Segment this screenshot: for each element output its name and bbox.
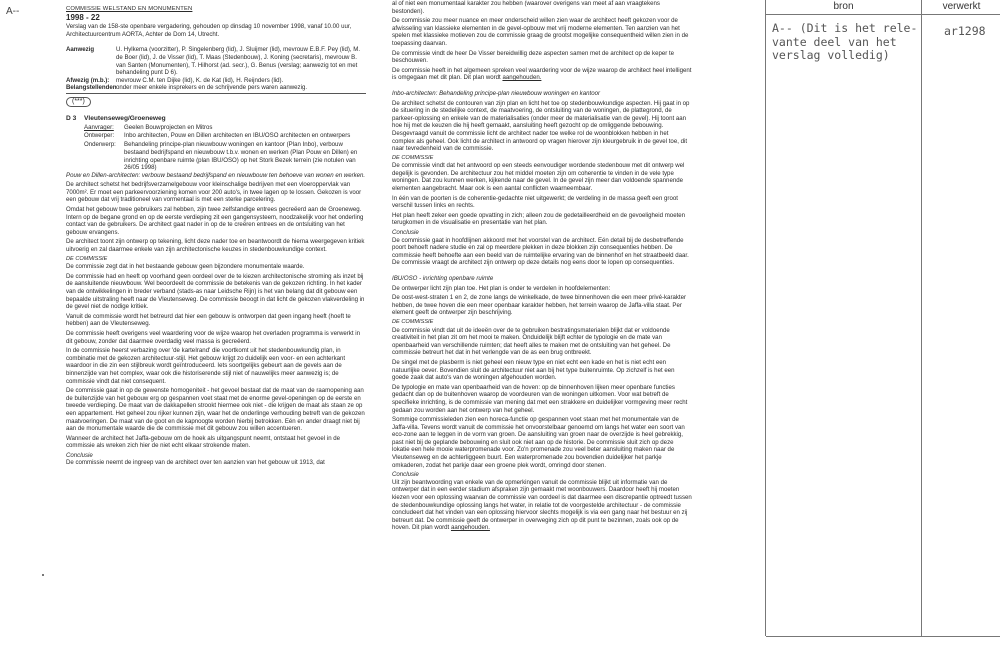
item-title: Vleutenseweg/Groeneweg xyxy=(84,114,166,122)
afwezig-row xyxy=(66,77,366,85)
aanwezig-text: U. Hylkema (voorzitter), P. Singelenberg (lid), J. Sluijmer (lid), mevrouw E.B.F. Pey (lid), M. de Boer (lid), J. de Visser (lid), T. Maas (Stedenbouw), J. Koning (secretaris), mevrouw B. van Santen (Monumenten), T. Hilhorst (ad. secr.), G. Benus (verslag; aanwezig tot en met behandeling punt D 6). xyxy=(116,46,361,77)
onderwerp-row xyxy=(84,141,366,171)
afwezig-text: mevrouw C.M. ten Dijke (lid), K. de Kat (lid), H. Reijnders (lid). xyxy=(116,76,284,84)
item-heading xyxy=(66,115,366,123)
section-label: Conclusie xyxy=(392,471,419,479)
aanvrager-label: Aanvrager: xyxy=(84,124,114,132)
paragraph: De commissie gaat in op de gewenste homogeniteit - het gevoel bestaat dat de maat van de raamopening aan de buitenzijde van het gebouw erg op gespannen voet staat met de enorme gevel-openingen op de eerste en tweede verdieping. De maat van de dakkapellen strookt hiermee ook niet - die krijgen de maat als staan ze op een appartement. Het geheel zou rijker kunnen zijn, waar het de onderlinge verhouding betreft van de gekozen maatvoeringen. De maat van de goot en de kapnoogte worden hierbij betrokken. Eén en ander draagt niet bij aan de monumentale waarde die de commissie met dit gebouw zou willen accentueren. xyxy=(66,387,365,433)
right-column xyxy=(392,0,692,534)
paragraph-text: Uit zijn beantwoording van enkele van de opmerkingen vanuit de commissie blijkt uit informatie van de ontwerper dat in een eerder stadium afspraken zijn gemaakt met woonbouwers. Daardoor heeft hij moeten kiezen voor een oplossing waarvan de commissie van oordeel is dat daarmee een discrepantie optreedt tussen de stedenbouwkundige oplossing langs het water, in relatie tot de voorgestelde architectuur - de commissie concludeert dat het vinden van een oplossing hiervoor slechts mogelijk is via een gang naar het bestuur en zij betreurt dat. De commissie geeft de ontwerper in overweging zich op dit punt te bezinnen, zoals ook op de hoven. Dit plan wordt xyxy=(392,478,692,532)
aanwezig-label: Aanwezig xyxy=(66,46,95,54)
paragraph: Het plan heeft zeker een goede opvatting in zich; alleen zou de gedetailleerdheid en de gevoeligheid moeten terugkomen in de visualisatie en presentatie van het plan. xyxy=(392,211,686,227)
column-header-bron: bron xyxy=(766,0,922,15)
ontwerper-row xyxy=(84,132,366,140)
paragraph: Omdat het gebouw twee gebruikers zal hebben, zijn twee zelfstandige entrees gecreëerd aan de Groeneweg. Intern op de begane grond en op de eerste verdieping zit een gangensysteem, noodzakelijk voor het onderling contact van de gebruikers. De architect gaat nader in op de te creëren entrees en de ontsluiting van het gebouw ervangens. xyxy=(66,206,364,236)
section-label: Conclusie xyxy=(66,451,93,459)
bron-cell xyxy=(772,22,920,63)
paragraph: De architect toont zijn ontwerp op tekening, licht deze nader toe en beantwoordt de hierna weergegeven kritiek uitvoerig en zal daarmee enkele van zijn architectonische keuzes in stedenbouwkundige context. xyxy=(66,238,365,254)
paragraph: De architect schetst het bedrijfsverzamelgebouw voor kleinschalige bedrijven met een vloeroppervlak van 7000m². Er moet een parkeervoorziening komen voor 200 auto's, in twee lagen op te lossen. Gekozen is voor een gebouw dat vrij traditioneel van vormentaal is met een sterke parcelering. xyxy=(66,181,362,204)
paragraph: De commissie zegt dat in het bestaande gebouw geen bijzondere monumentale waarde. xyxy=(66,263,305,271)
decision-text: aangehouden. xyxy=(450,524,490,532)
paragraph: In één van de poorten is de coherentie-gedachte niet uitgewerkt; de verdeling in de massa geeft een groot verschil tussen links en rechts. xyxy=(392,194,678,210)
paragraph: Sommige commissieleden zien een horeca-functie op gespannen voet staan met het monumentale van de Jaffa-villa. Tevens wordt vanuit de commissie het onvoorstelbaar genoemd om langs het water een soort van eco-zone aan te leggen in de vorm van groen. De aansluiting van groen naar de overzijde is heel gebrekkig, past niet bij de geplande bebouwing en sluit ook niet aan op de historie. De commissie sluit zich op deze lokatie een hele mooie waterpromenade voor. Zo'n promenade zou veel beter aansluiting maken naar de Vleutenseweg en de achterliggeen buurt. Een waterpromenade zou bovendien duidelijker het parkje omkaderen, zodat het parkje daar een groene plek wordt, omringd door stenen. xyxy=(392,416,685,469)
paragraph: De commissie neemt de ingreep van de architect over ten aanzien van het gebouw uit 1913, dat xyxy=(66,459,325,467)
section-label: DE COMMISSIE xyxy=(66,255,108,262)
item-meta xyxy=(66,124,366,172)
aanwezig-row xyxy=(66,46,366,76)
subsection-inbo: Inbo-architecten: Behandeling principe-plan nieuwbouw woningen en kantoor xyxy=(392,89,601,97)
paragraph-text: De commissie heeft in het algemeen spreken veel waardering voor de wijze waarop de architect heel intelligent is omgegaan met dit plan. Dit plan wordt xyxy=(392,66,692,82)
onderwerp-label: Onderwerp: xyxy=(84,141,116,149)
onderwerp-text: Behandeling principe-plan nieuwbouw woningen en kantoor (Plan Inbo), verbouw bestaand bedrijfspand en nieuwbouw t.b.v. wonen en werken (Plan Pouw en Dillen) en inrichting openbare ruimte (plan IBU/OSO) op het Stork Bezek terrein (zie notulen van 26/05 1998) xyxy=(124,141,358,172)
divider xyxy=(66,93,366,94)
belang-text: onder meer enkele insprekers en de schrijvende pers waren aanwezig. xyxy=(116,84,308,92)
paragraph: De commissie vindt dat uit de ideeën over de te gebruiken bestratingsmaterialen blijkt dat er voldoende creativiteit in het plan zit om het mooi te maken. Onduidelijk blijft echter de typologie en de mate van openbaarheid van verschillende ruimten; dat heeft alles te maken met de ontsluiting van het geheel. De commissie betreurt het dat in het verlengde van de as een brug ontbreekt. xyxy=(392,326,671,357)
subsection-pouw-dillen: Pouw en Dillen-architecten: verbouw bestaand bedrijfspand en nieuwbouw ten behoeve van wonen en werken. xyxy=(66,171,366,179)
section-label: Conclusie xyxy=(392,229,419,237)
paragraph: De commissie zou meer nuance en meer onderscheid willen zien waar de architect heeft gekozen voor de afwisseling van klassieke elementen in de gevel-opbouw met vrij moderne elementen. Ten aanzien van het spelen met klassieke motieven zou de commissie graag de grootst mogelijke consequentheid willen zien in de toepassing daarvan. xyxy=(392,17,689,47)
belang-label: Belangstellenden xyxy=(66,84,117,92)
source-table xyxy=(765,0,1000,636)
ontwerper-label: Ontwerper: xyxy=(84,131,115,139)
afwezig-label: Afwezig (m.b.): xyxy=(66,76,110,84)
paragraph: De typologie en mate van openbaarheid van de hoven: op de binnenhoven lijken meer openbare functies gedacht dan op de buitenhoven waarop de voordeuren van de woningen uitkomen. Voor wat betreft de specifieke inrichting, is de commissie van mening dat met een strakkere en duidelijker vormgeving meer recht gedaan zou worden aan het ontwerp van het geheel. xyxy=(392,383,688,414)
paragraph xyxy=(392,67,692,82)
paragraph: De commissie vindt de heer De Visser bereidwillig deze aspecten samen met de architect op de keper te beschouwen. xyxy=(392,49,675,65)
document-header: COMMISSIE WELSTAND EN MONUMENTEN xyxy=(66,6,193,12)
omission-mark: (***) xyxy=(66,97,91,107)
column-header-verwerkt: verwerkt xyxy=(922,0,1000,15)
paragraph: De oost-west-straten 1 en 2, de zone langs de winkelkade, de twee binnenhoven die een meer privé-karakter hebben, de twee hoven die een meer openbaar karakter hebben, het terrein waarop de Jaffa-villa staat. Per element geeft de ontwerper zijn beschrijving. xyxy=(392,294,687,317)
paragraph: al of niet een monumentaal karakter zou hebben (waarover overigens van meet af aan vraagtekens bestonden). xyxy=(392,0,660,15)
paragraph: De commissie gaat in hoofdlijnen akkoord met het voorstel van de architect. Eén detail bij de desbetreffende poort behoeft nadere studie en zal op meerdere plekken in deze blokken zijn consequenties hebben. De commissie heeft behoefte aan een beeld van de ruimtelijke ervaring van de binnenhof en het straatbeeld daar. De commissie vraagt de architect zijn ontwerp op deze details nog eens door te lopen op consequenties. xyxy=(392,236,689,267)
table-bottom-border xyxy=(766,636,1000,637)
aanvrager-row xyxy=(84,124,366,132)
paragraph xyxy=(392,479,692,532)
column-divider xyxy=(921,14,922,636)
aanvrager-text: Geelen Bouwprojecten en Mitros xyxy=(124,124,213,132)
subsection-ibu-oso: IBU/OSO - inrichting openbare ruimte xyxy=(392,275,494,282)
left-column xyxy=(66,6,366,469)
verwerkt-cell: ar1298 xyxy=(944,24,986,38)
ontwerper-text: Inbo architecten, Pouw en Dillen architecten en IBU/OSO architecten en ontwerpers xyxy=(124,131,351,139)
decision-text: aangehouden. xyxy=(502,74,542,82)
paragraph: De commissie vindt dat het antwoord op een steeds eenvoudiger wordende stedenbouw met dit ontwerp wel degelijk is gevonden. De architectuur zou het middel moeten zijn om coherentie te vinden in de vele type woningen. Dat zou kunnen werken, kijkende naar de gevel. In de gevel zijn meer dan voldoende spannende elementen aangebracht. Maar ook is een aantal conflicten waarneembaar. xyxy=(392,162,685,193)
paragraph: In de commissie heerst verbazing over 'de karteIrand' die voortkomt uit het stedenbouwkundig plan, in combinatie met de gekozen architectuur-stijl. Het gebouw krijgt zo duidelijk een voor- en een achterkant waardoor in die zin een stijlbreuk wordt geïntroduceerd. Iets soortgelijks gebeurt aan de gevels aan de binnenzijde van het complex, waar ook die historiserende stijl niet of nauwelijks meer aanwezig is; de commissie vindt dat niet consequent. xyxy=(66,347,346,385)
section-label: DE COMMISSIE xyxy=(392,318,434,325)
document-year: 1998 - 22 xyxy=(66,12,100,22)
intro-text: Verslag van de 158-ste openbare vergadering, gehouden op dinsdag 10 november 1998, vanaf 10.00 uur, Architectuurcentrum AORTA, Achter de Dom 14, Utrecht. xyxy=(66,23,352,38)
bron-line: A-- (Dit is het rele- xyxy=(772,21,918,35)
section-label: DE COMMISSIE xyxy=(392,154,434,161)
paragraph: De commissie heeft overigens veel waardering voor de wijze waarop het overladen programma is verwerkt in dit gebouw, zonder dat daarmee overdadig veel massa is gecreëerd. xyxy=(66,329,360,345)
paragraph: De commissie had en heeft op voorhand geen oordeel over de te kiezen architectonische stroming als inzet bij de aansluitende nieuwbouw. Wel beoordeelt de commissie de betekenis van de gekozen richting. In het kader van de ontwikkelingen in breder verband (stads-as naar Leidsche Rijn) is het van belang dat dit gebouw een bepaalde uitstraling heeft naar de Vleutenseweg. De commissie beoogt in dat licht de gekozen vlakverdeling in de gevel niet de nodige kritiek. xyxy=(66,272,365,311)
bron-line: verslag volledig) xyxy=(772,48,890,62)
margin-dot xyxy=(42,574,44,576)
item-number: D 3 xyxy=(66,114,77,122)
bron-line: vante deel van het xyxy=(772,34,897,49)
paragraph: Wanneer de architect het Jaffa-gebouw om de hoek als uitgangspunt neemt, ontstaat het gevoel in de commissie als wreken zich hier de niet echt elkaar strokende maten. xyxy=(66,434,341,450)
page-marker: A-- xyxy=(6,6,20,17)
paragraph: De ontwerper licht zijn plan toe. Het plan is onder te verdelen in hoofdelementen: xyxy=(392,284,611,292)
belang-row xyxy=(66,84,366,92)
paragraph: De singel met de plasberm is niet geheel een nieuw type en niet echt een kade en het is niet echt een natuurlijke oever. Bovendien sluit de architectuur niet aan bij het type buitenruimte. Op zichzelf is het een goede zaak dat auto's van de woningen afgehouden worden. xyxy=(392,358,675,382)
paragraph: Vanuit de commissie wordt het betreurd dat hier een gebouw is ontworpen dat geen ingang heeft (hoeft te hebben) aan de Vleutenseweg. xyxy=(66,312,351,328)
paragraph: De architect schetst de contouren van zijn plan en licht het toe op stedenbouwkundige aspecten. Hij gaat in op de situering in de stedelijke context, de maatvoering, de ontsluiting van de woningen, de plattegrond, de parkeer-oplossing en enkele van de materialisaties (onder meer de materialisatie van de gevel). Hij toont aan hoe hij met de keuzen die hij heeft gemaakt, aansluiting heeft gezocht op de omliggende bebouwing. Desgevraagd vanuit de commissie licht de architect nader toe welke rol de woonblokken hebben in het complex als geheel. Ook licht de architect in antwoord op vragen hierover zijn kleurgebruik in de gevel toe, dit naar tevredenheid van de commissie. xyxy=(392,99,690,153)
